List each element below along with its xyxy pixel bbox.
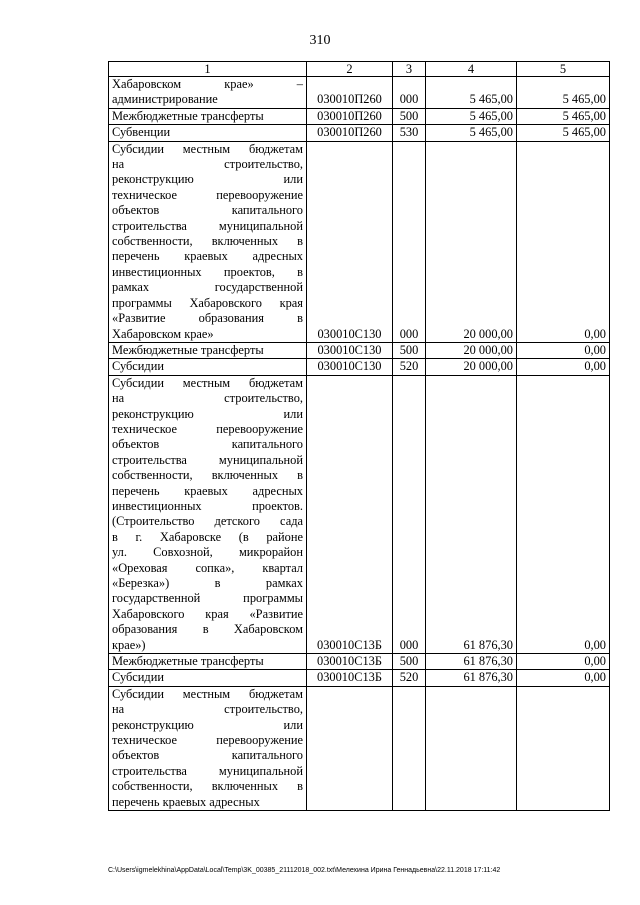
header-cell: 3 [393,62,426,77]
amount-1-cell: 20 000,00 [426,141,517,342]
description-cell [109,342,307,358]
type-cell: 520 [393,670,426,686]
description-line: Субсидии местным бюджетам [112,686,303,701]
description-line: государственной программы [112,591,303,606]
description-line: собственности, включенных в [112,234,303,249]
amount-1-cell: 20 000,00 [426,359,517,375]
type-cell: 500 [393,108,426,124]
code-cell: 030010С13Б [307,654,393,670]
table-header-row [109,62,610,77]
description-cell [109,359,307,375]
description-line: строительства муниципальной [112,218,303,233]
table-row [109,375,610,653]
amount-2-cell: 0,00 [517,141,610,342]
description-line: на строительство, [112,391,303,406]
amount-2-cell: 0,00 [517,375,610,653]
description-cell [109,670,307,686]
header-cell: 4 [426,62,517,77]
description-line: Межбюджетные трансферты [112,342,264,357]
description-line: перечень краевых адресных [112,483,303,498]
amount-1-cell: 61 876,30 [426,670,517,686]
code-cell [307,686,393,810]
table-row [109,108,610,124]
type-cell: 530 [393,125,426,141]
amount-1-cell: 20 000,00 [426,342,517,358]
description-line: Субсидии местным бюджетам [112,141,303,156]
amount-2-cell [517,686,610,810]
table-row [109,125,610,141]
description-line: реконструкцию или [112,172,303,187]
table-row [109,141,610,342]
table-row [109,77,610,109]
type-cell [393,686,426,810]
description-cell [109,375,307,653]
description-line: в г. Хабаровске (в районе [112,529,303,544]
description-line: техническое перевооружение [112,421,303,436]
description-line: крае») [112,637,146,652]
code-cell: 030010С130 [307,342,393,358]
description-line: Хабаровском крае» – [112,77,303,91]
type-cell: 500 [393,654,426,670]
description-line: администрирование [112,92,218,107]
amount-2-cell: 5 465,00 [517,77,610,109]
amount-1-cell: 61 876,30 [426,375,517,653]
description-line: (Строительство детского сада [112,514,303,529]
description-line: Субсидии [112,670,164,685]
description-line: программы Хабаровского края [112,295,303,310]
table-row [109,654,610,670]
header-cell: 2 [307,62,393,77]
amount-1-cell: 5 465,00 [426,77,517,109]
header-cell: 5 [517,62,610,77]
description-cell [109,108,307,124]
description-cell [109,141,307,342]
type-cell: 500 [393,342,426,358]
description-line: Субвенции [112,125,171,140]
description-line: собственности, включенных в [112,779,303,794]
description-line: на строительство, [112,157,303,172]
description-cell [109,654,307,670]
description-line: перечень краевых адресных [112,249,303,264]
description-line: перечень краевых адресных [112,794,260,809]
description-line: Межбюджетные трансферты [112,654,264,669]
description-line: инвестиционных проектов. [112,498,303,513]
type-cell: 000 [393,141,426,342]
amount-1-cell: 5 465,00 [426,125,517,141]
description-line: реконструкцию или [112,406,303,421]
code-cell: 030010С13Б [307,375,393,653]
amount-2-cell: 0,00 [517,342,610,358]
code-cell: 030010П260 [307,108,393,124]
code-cell: 030010С13Б [307,670,393,686]
amount-1-cell: 61 876,30 [426,654,517,670]
table-row [109,670,610,686]
description-line: образования в Хабаровском [112,622,303,637]
budget-table [108,61,610,811]
type-cell: 000 [393,375,426,653]
description-line: Субсидии местным бюджетам [112,375,303,390]
description-line: Хабаровском крае» [112,326,214,341]
description-line: Субсидии [112,359,164,374]
table-row [109,359,610,375]
description-cell [109,125,307,141]
description-line: Межбюджетные трансферты [112,108,264,123]
description-line: строительства муниципальной [112,763,303,778]
description-line: Хабаровского края «Развитие [112,606,303,621]
amount-2-cell: 0,00 [517,359,610,375]
header-cell: 1 [109,62,307,77]
description-cell [109,686,307,810]
description-line: «Развитие образования в [112,311,303,326]
amount-1-cell [426,686,517,810]
amount-2-cell: 5 465,00 [517,108,610,124]
description-line: объектов капитального [112,437,303,452]
description-line: инвестиционных проектов, в [112,264,303,279]
description-line: «Ореховая сопка», квартал [112,560,303,575]
table-row [109,686,610,810]
type-cell: 520 [393,359,426,375]
description-line: техническое перевооружение [112,187,303,202]
description-line: объектов капитального [112,203,303,218]
amount-2-cell: 0,00 [517,670,610,686]
description-cell [109,77,307,109]
code-cell: 030010П260 [307,125,393,141]
description-line: ул. Совхозной, микрорайон [112,545,303,560]
amount-2-cell: 5 465,00 [517,125,610,141]
code-cell: 030010П260 [307,77,393,109]
file-path-footer: C:\Users\igmelekhina\AppData\Local\Temp\3K_00385_21112018_002.txt\Мелехина Ирина Геннадьевна\22.11.2018 17:11:42 [108,867,501,874]
amount-1-cell: 5 465,00 [426,108,517,124]
code-cell: 030010С130 [307,141,393,342]
code-cell: 030010С130 [307,359,393,375]
description-line: техническое перевооружение [112,733,303,748]
description-line: рамках государственной [112,280,303,295]
amount-2-cell: 0,00 [517,654,610,670]
description-line: на строительство, [112,702,303,717]
table-row [109,342,610,358]
description-line: реконструкцию или [112,717,303,732]
description-line: объектов капитального [112,748,303,763]
page-number: 310 [309,33,331,48]
description-line: собственности, включенных в [112,468,303,483]
type-cell: 000 [393,77,426,109]
description-line: «Березка») в рамках [112,576,303,590]
description-line: строительства муниципальной [112,452,303,467]
